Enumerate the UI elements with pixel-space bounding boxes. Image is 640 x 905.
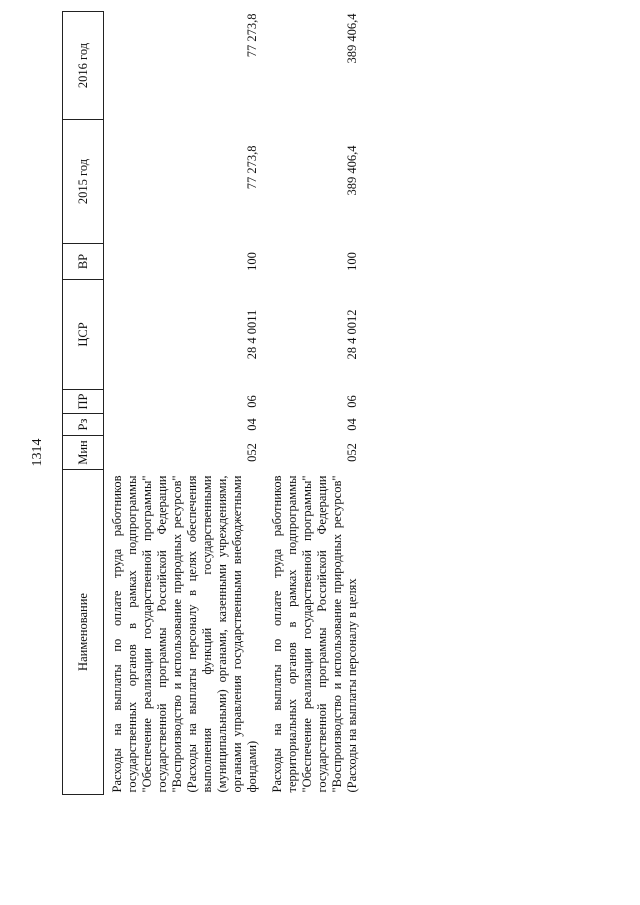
- row-rz: 04: [345, 418, 359, 431]
- row-pr: 06: [245, 395, 259, 408]
- row-vr: 100: [245, 252, 259, 271]
- row-value-2016: 389 406,4: [345, 13, 359, 64]
- header-min: Мин: [63, 436, 104, 470]
- row-value-2015: 389 406,4: [345, 145, 359, 196]
- table-row: [104, 12, 261, 795]
- row-csr: 28 4 0011: [245, 309, 259, 360]
- row-rz: 04: [245, 418, 259, 431]
- header-2016: 2016 год: [63, 12, 104, 120]
- table-header-row: [63, 12, 104, 795]
- row-value-2016: 77 273,8: [245, 13, 259, 58]
- row-name: Расходы на выплаты по оплате труда работников государственных органов в рамках подпрограммы "Обеспечение реализации государственной программы" государственной программы Российской Федерации "Воспроизводство и использование природных ресурсов" (Расходы на выплаты персоналу в целях обеспечения выполнения функций государственными (муниципальными) органами, казенными учреждениями, органами управления государственными внебюджетными фондами): [110, 475, 259, 793]
- table-row: [260, 12, 360, 795]
- header-name: Наименование: [63, 470, 104, 795]
- row-vr: 100: [345, 252, 359, 271]
- row-min: 052: [245, 443, 259, 462]
- header-rz: Рз: [63, 414, 104, 436]
- row-value-2015: 77 273,8: [245, 145, 259, 190]
- budget-table: [62, 11, 360, 795]
- header-pr: ПР: [63, 390, 104, 414]
- row-min: 052: [345, 443, 359, 462]
- row-csr: 28 4 0012: [345, 309, 359, 360]
- header-2015: 2015 год: [63, 120, 104, 244]
- row-name: Расходы на выплаты по оплате труда работников территориальных органов в рамках подпрограммы "Обеспечение реализации государственной программы" государственной программы Российской Федерации "Воспроизводство и использование природных ресурсов" (Расходы на выплаты персоналу в целях: [270, 475, 359, 793]
- header-vr: ВР: [63, 244, 104, 280]
- page-number: 1314: [30, 438, 45, 467]
- header-csr: ЦСР: [63, 280, 104, 390]
- row-pr: 06: [345, 395, 359, 408]
